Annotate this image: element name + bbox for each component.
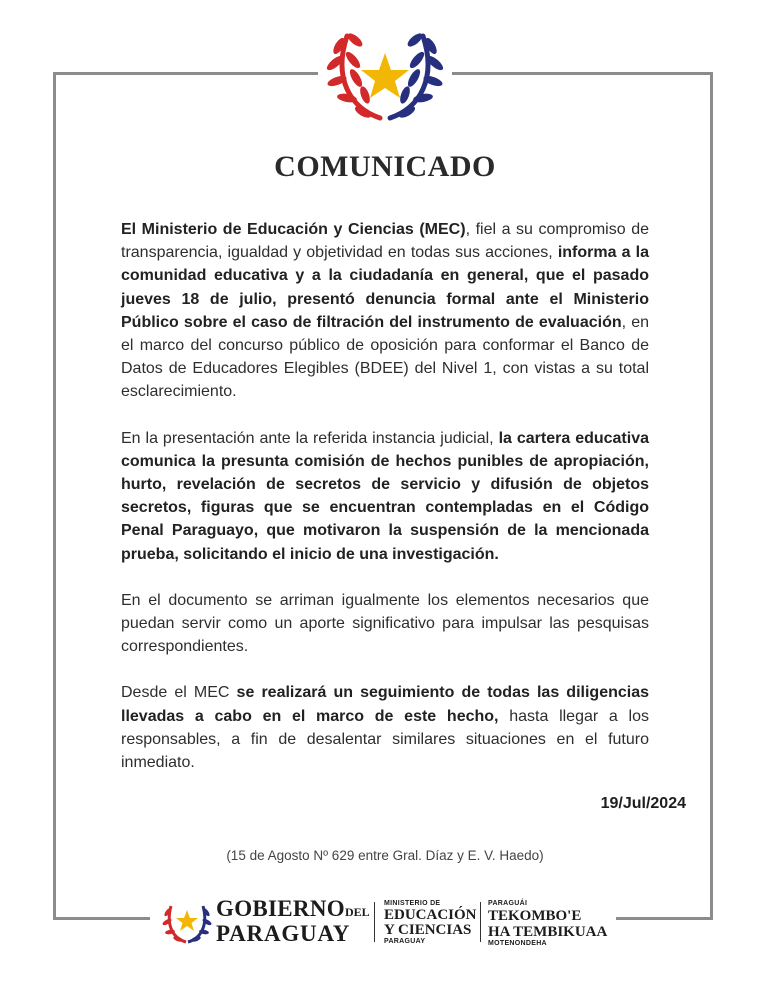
- text: En la presentación ante la referida instancia judicial,: [121, 429, 499, 447]
- paragraph-3: En el documento se arriman igualmente los elementos necesarios que puedan servir como un aporte significativo para impulsar las pesquisas correspondientes.: [121, 591, 649, 656]
- paragraph-1: [121, 218, 649, 404]
- footer-logos: [162, 896, 612, 948]
- gobierno-del-paraguay-logo: [216, 898, 370, 945]
- text: , en el marco del concurso público de oposición para conformar el Banco de Datos de Educadores Elegibles (BDEE) del Nivel 1, con vistas a su total esclarecimiento.: [121, 313, 650, 401]
- communique-body: [121, 218, 649, 797]
- document-date: 19/Jul/2024: [600, 795, 686, 812]
- paragraph-4: [121, 681, 649, 774]
- del-text: DEL: [344, 905, 370, 919]
- tekomboe-logo: [488, 900, 607, 948]
- page-title: COMUNICADO: [274, 150, 496, 183]
- bold-text: se realizará un seguimiento de todas las diligencias llevadas a cabo en el marco de este hecho,: [121, 684, 649, 725]
- divider: [480, 902, 481, 942]
- tek-top-text: PARAGUÁI: [488, 900, 528, 907]
- mec-top-text: MINISTERIO DE: [384, 900, 441, 907]
- mec-logo: [384, 900, 477, 946]
- bold-text: informa a la comunidad educativa y a la ciudadanía en general, que el pasado jueves 18 de julio, presentó denuncia formal ante el Ministerio Público sobre el caso de filtración del instrumento de evaluación: [121, 244, 649, 331]
- text: Desde el MEC: [121, 684, 237, 702]
- mec-line-1: EDUCACIÓN: [384, 907, 477, 923]
- paraguay-text: PARAGUAY: [216, 921, 351, 946]
- star-wreath-icon: [162, 896, 212, 946]
- paraguay-coat-of-arms-icon: [325, 18, 445, 128]
- mec-bottom-text: PARAGUAY: [384, 938, 426, 945]
- address: (15 de Agosto Nº 629 entre Gral. Díaz y E. V. Haedo): [226, 848, 544, 863]
- tek-line-2: HA TEMBIKUAA: [488, 924, 608, 940]
- paragraph-2: [121, 427, 649, 566]
- text: , fiel a su compromiso de transparencia, igualdad y objetividad en todas sus acciones,: [121, 221, 649, 262]
- divider: [374, 902, 375, 942]
- tek-bottom-text: MOTENONDEHA: [488, 940, 547, 947]
- gobierno-text: GOBIERNO: [216, 896, 345, 921]
- tek-line-1: TEKOMBO'E: [488, 908, 582, 924]
- mec-line-2: Y CIENCIAS: [384, 922, 472, 938]
- bold-text: El Ministerio de Educación y Ciencias (MEC): [121, 221, 466, 238]
- bold-text: la cartera educativa comunica la presunta comisión de hechos punibles de apropiación, hurto, revelación de secretos de servicio y difusión de objetos secretos, figuras que se encuentran contempladas en el Código Penal Paraguayo, que motivaron la suspensión de la mencionada prueba, solicitando el inicio de una investigación.: [121, 429, 650, 563]
- text: hasta llegar a los responsables, a fin de desalentar similares situaciones en el futuro inmediato.: [121, 707, 649, 772]
